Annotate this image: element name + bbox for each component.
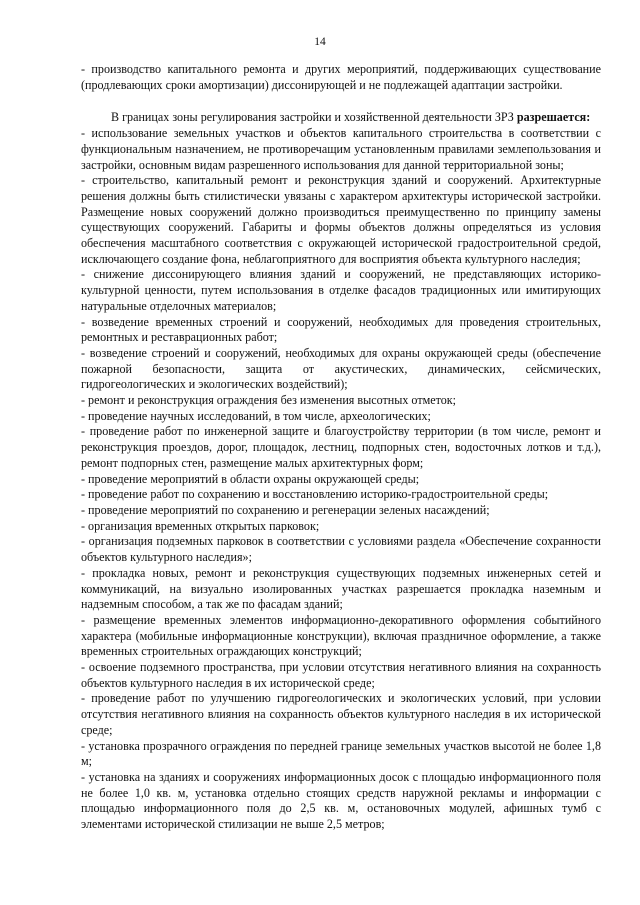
list-item: - организация подземных парковок в соответствии с условиями раздела «Обеспечение сохранности объектов культурного наследия»;	[81, 534, 601, 565]
list-item: - проведение работ по улучшению гидрогеологических и экологических условий, при условии отсутствия негативного влияния на сохранность объектов культурного наследия в их исторической среде;	[81, 691, 601, 737]
list-item: - проведение мероприятий в области охраны окружающей среды;	[81, 471, 420, 486]
list-item: - прокладка новых, ремонт и реконструкция существующих подземных инженерных сетей и коммуникаций, на визуально изолированных участках разрешается прокладка наземным и надземным способом, а так же по фасадам зданий;	[81, 565, 601, 612]
list-item: - ремонт и реконструкция ограждения без изменения высотных отметок;	[81, 393, 457, 408]
list-item: - проведение научных исследований, в том числе, археологических;	[81, 408, 431, 423]
list-item: - возведение строений и сооружений, необходимых для охраны окружающей среды (обеспечение пожарной безопасности, защита от акустических, динамических, сейсмических, гидрогеологических и экологических воздействий);	[81, 345, 601, 392]
list-item: - проведение работ по инженерной защите и благоустройству территории (в том числе, ремонт и реконструкция проездов, дорог, площадок, лестниц, подпорных стен, водосточных лотков и т.д.), ремонт подпорных стен, размещение малых архитектурных форм;	[81, 424, 601, 470]
intro-text: В границах зоны регулирования застройки и хозяйственной деятельности ЗРЗ	[111, 110, 517, 125]
lead-paragraph: - производство капитального ремонта и других мероприятий, поддерживающих существование (продлевающих сроки амортизации) диссонирующей и не подлежащей адаптации застройки.	[81, 62, 601, 92]
list-item: - проведение работ по сохранению и восстановлению историко-градостроительной среды;	[81, 487, 549, 502]
list-item: - возведение временных строений и сооружений, необходимых для проведения строительных, ремонтных и реставрационных работ;	[81, 314, 601, 345]
page-number: 14	[314, 36, 326, 48]
list-item: - установка прозрачного ограждения по передней границе земельных участков высотой не более 1,8 м;	[81, 738, 601, 769]
list-item: - строительство, капитальный ремонт и реконструкция зданий и сооружений. Архитектурные решения должны быть стилистически увязаны с характером архитектуры исторической застройки. Размещение новых сооружений должно производиться преимущественно по принципу замены существующих сооружений. Габариты и формы объектов должны определяться из условия обеспечения масштабного соответствия с окружающей исторической градостроительной средой, исключающего создание фона, неблагоприятного для восприятия объекта культурного наследия;	[81, 173, 601, 266]
document-body	[81, 62, 601, 833]
intro-paragraph	[81, 110, 601, 126]
list-item: - размещение временных элементов информационно-декоративного оформления событийного характера (мобильные информационные конструкции), включая праздничное оформление, а также временных строительных ограждающих конструкций;	[81, 612, 601, 659]
list-item: - проведение мероприятий по сохранению и регенерации зеленых насаждений;	[81, 502, 490, 517]
intro-bold: разрешается:	[516, 110, 591, 125]
list-item: - использование земельных участков и объектов капитального строительства в соответствии с функциональным назначением, не противоречащим установленным правилами землепользования и застройки, основным видам разрешенного использования для данной территориальной зоны;	[81, 126, 601, 172]
list-item: - организация временных открытых парковок;	[81, 518, 320, 533]
list-item: - освоение подземного пространства, при условии отсутствия негативного влияния на сохранность объектов культурного наследия в их исторической среде;	[81, 660, 601, 690]
list-item: - установка на зданиях и сооружениях информационных досок с площадью информационного поля не более 1,0 кв. м, установка отдельно стоящих средств наружной рекламы и информации с площадью информационного поля до 2,5 кв. м, остановочных модулей, афишных тумб с элементами исторической стилизации не выше 2,5 метров;	[81, 769, 601, 832]
list-item: - снижение диссонирующего влияния зданий и сооружений, не представляющих историко-культурной ценности, путем использования в отделке фасадов традиционных или имитирующих натуральные отделочных материалов;	[81, 267, 601, 313]
